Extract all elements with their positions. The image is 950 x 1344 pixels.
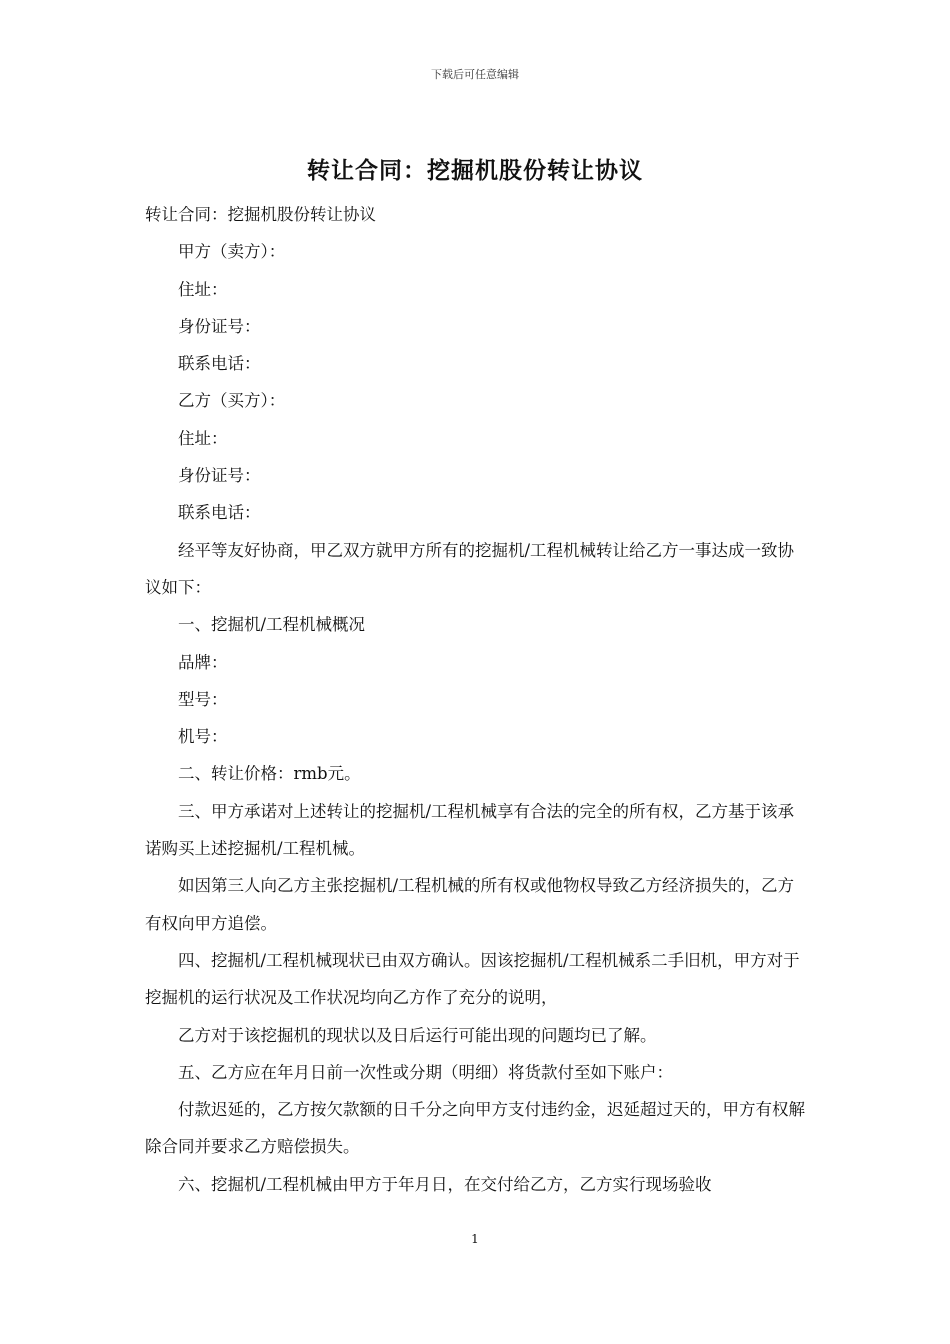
paragraph: 型号： bbox=[178, 689, 228, 709]
document-body bbox=[145, 196, 810, 1203]
paragraph: 联系电话： bbox=[178, 503, 261, 523]
paragraph: 身份证号： bbox=[178, 316, 261, 336]
paragraph: 付款迟延的，乙方按欠款额的日千分之向甲方支付违约金，迟延超过天的，甲方有权解除合同并要求乙方赔偿损失。 bbox=[145, 1100, 805, 1157]
paragraph: 二、转让价格：rmb元。 bbox=[178, 764, 361, 784]
paragraph: 六、挖掘机/工程机械由甲方于年月日，在交付给乙方，乙方实行现场验收 bbox=[178, 1174, 712, 1194]
paragraph: 甲方（卖方）： bbox=[178, 242, 286, 262]
paragraph: 乙方对于该挖掘机的现状以及日后运行可能出现的问题均已了解。 bbox=[178, 1025, 657, 1045]
paragraph: 住址： bbox=[178, 428, 228, 448]
paragraph: 联系电话： bbox=[178, 354, 261, 374]
paragraph: 五、乙方应在年月日前一次性或分期（明细）将货款付至如下账户： bbox=[178, 1062, 673, 1082]
paragraph: 乙方（买方）： bbox=[178, 391, 286, 411]
paragraph: 身份证号： bbox=[178, 466, 261, 486]
paragraph: 转让合同：挖掘机股份转让协议 bbox=[145, 205, 376, 224]
page-header: 下载后可任意编辑 bbox=[431, 68, 519, 81]
paragraph: 品牌： bbox=[178, 652, 228, 672]
paragraph: 一、挖掘机/工程机械概况 bbox=[178, 615, 366, 635]
document-title: 转让合同：挖掘机股份转让协议 bbox=[307, 157, 643, 184]
paragraph: 机号： bbox=[178, 727, 228, 747]
paragraph: 三、甲方承诺对上述转让的挖掘机/工程机械享有合法的完全的所有权，乙方基于该承诺购买上述挖掘机/工程机械。 bbox=[145, 801, 795, 859]
paragraph: 住址： bbox=[178, 279, 228, 299]
paragraph: 经平等友好协商，甲乙双方就甲方所有的挖掘机/工程机械转让给乙方一事达成一致协议如下： bbox=[145, 540, 795, 597]
page-number: 1 bbox=[471, 1232, 479, 1246]
paragraph: 如因第三人向乙方主张挖掘机/工程机械的所有权或他物权导致乙方经济损失的，乙方有权向甲方追偿。 bbox=[145, 876, 795, 933]
paragraph: 四、挖掘机/工程机械现状已由双方确认。因该挖掘机/工程机械系二手旧机，甲方对于挖掘机的运行状况及工作状况均向乙方作了充分的说明， bbox=[145, 950, 800, 1008]
